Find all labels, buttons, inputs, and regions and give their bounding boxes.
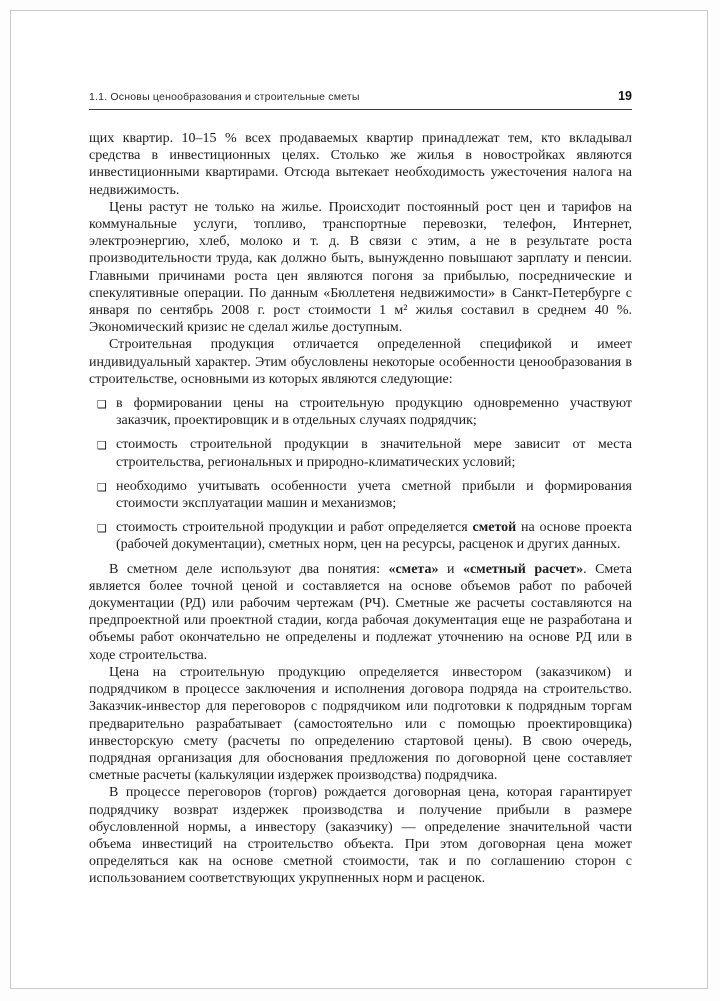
bullet-square-icon: ❑ (97, 398, 107, 412)
list-item-text (116, 520, 632, 552)
page-body (89, 130, 632, 888)
list-item-text: в формировании цены на строительную продукцию одновременно участвуют заказчик, проектировщик и в отдельных случаях подрядчик; (116, 396, 632, 429)
paragraph (89, 561, 632, 664)
text-run: стоимость строительной продукции и работ определяется (116, 520, 473, 536)
paragraph-continuation: щих квартир. 10–15 % всех продаваемых квартир принадлежат тем, кто вкладывал средства в инвестиционных целях. Столько же жилья в новостройках являются инвестиционными квартирами. Отсюда вытекает необходимость ужесточения налога на недвижимость. (89, 131, 632, 198)
list-item-text: необходимо учитывать особенности учета сметной прибыли и формирования стоимости эксплуатации машин и механизмов; (116, 478, 632, 512)
text-run-bold: «сметный расчет» (462, 561, 584, 577)
text-run-bold: сметой (472, 520, 517, 536)
bullet-square-icon: ❑ (97, 480, 107, 494)
page-header (89, 89, 632, 110)
list-item-text: стоимость строительной продукции в значительной мере зависит от места строительства, региональных и природно-климатических условий; (116, 437, 632, 470)
paragraph: Цена на строительную продукцию определяется инвестором (заказчиком) и подрядчиком в процессе заключения и исполнения договора подряда на строительство. Заказчик-инвестор для переговоров с подрядчиком или подготовки к подрядным торгам предварительно разрабатывает (самостоятельно или с помощью проектировщика) инвесторскую смету (расчеты по определению стартовой цены). В свою очередь, подрядная организация для обоснования предложения по договорной цене составляет сметные расчеты (калькуляции издержек производства) подрядчика. (89, 664, 632, 784)
list-item (89, 395, 632, 429)
paragraph: В процессе переговоров (торгов) рождается договорная цена, которая гарантирует подрядчику возврат издержек производства и получение прибыли в размере обусловленной нормы, а инвестору (заказчику) — определение значительной части объема инвестиций на строительство объекта. При этом договорная цена может определяться как на основе сметной стоимости, так и по соглашению сторон с использованием соответствующих укрупненных норм и расценок. (89, 785, 632, 887)
text-run: . Смета является более точной ценой и составляется на основе объемов работ по рабочей документации (РД) или рабочим чертежам (РЧ). Сметные же расчеты составляются на предпроектной или проектной стадии, когда рабочая документация еще не разработана и объемы работ окончательно не определены и подлежат уточнению на основе РД или в ходе строительства. (89, 561, 632, 663)
list-item (89, 436, 632, 470)
text-run: на основе проекта (рабочей документации), сметных норм, цен на ресурсы, расценок и других данных. (116, 520, 632, 553)
bullet-list (89, 395, 632, 554)
page-number: 19 (618, 89, 632, 103)
list-item (89, 478, 632, 512)
text-run-bold: «смета» (388, 561, 439, 577)
paragraph: Строительная продукция отличается определенной спецификой и имеет индивидуальный характер. Этим обусловлены некоторые особенности ценообразования в строительстве, основными из которых являются следующие: (89, 337, 632, 387)
book-page (10, 10, 708, 989)
bullet-square-icon: ❑ (97, 439, 107, 453)
list-item (89, 519, 632, 553)
text-run: и (438, 561, 463, 577)
bullet-square-icon: ❑ (97, 522, 107, 536)
text-run: В сметном деле используют два понятия: (109, 561, 389, 577)
running-title: 1.1. Основы ценообразования и строительные сметы (89, 91, 360, 103)
paragraph: Цены растут не только на жилье. Происходит постоянный рост цен и тарифов на коммунальные услуги, топливо, транспортные перевозки, телефон, Интернет, электроэнергию, хлеб, молоко и т. д. В связи с этим, а не в результате роста производительности труда, как должно быть, вынужденно повышают зарплату и пенсии. Главными причинами роста цен являются погоня за прибылью, посреднические и спекулятивные операции. По данным «Бюллетеня недвижимости» в Санкт-Петербурге с января по сентябрь 2008 г. рост стоимости 1 м² жилья составил в среднем 40 %. Экономический кризис не сделал жилье доступным. (89, 199, 632, 336)
